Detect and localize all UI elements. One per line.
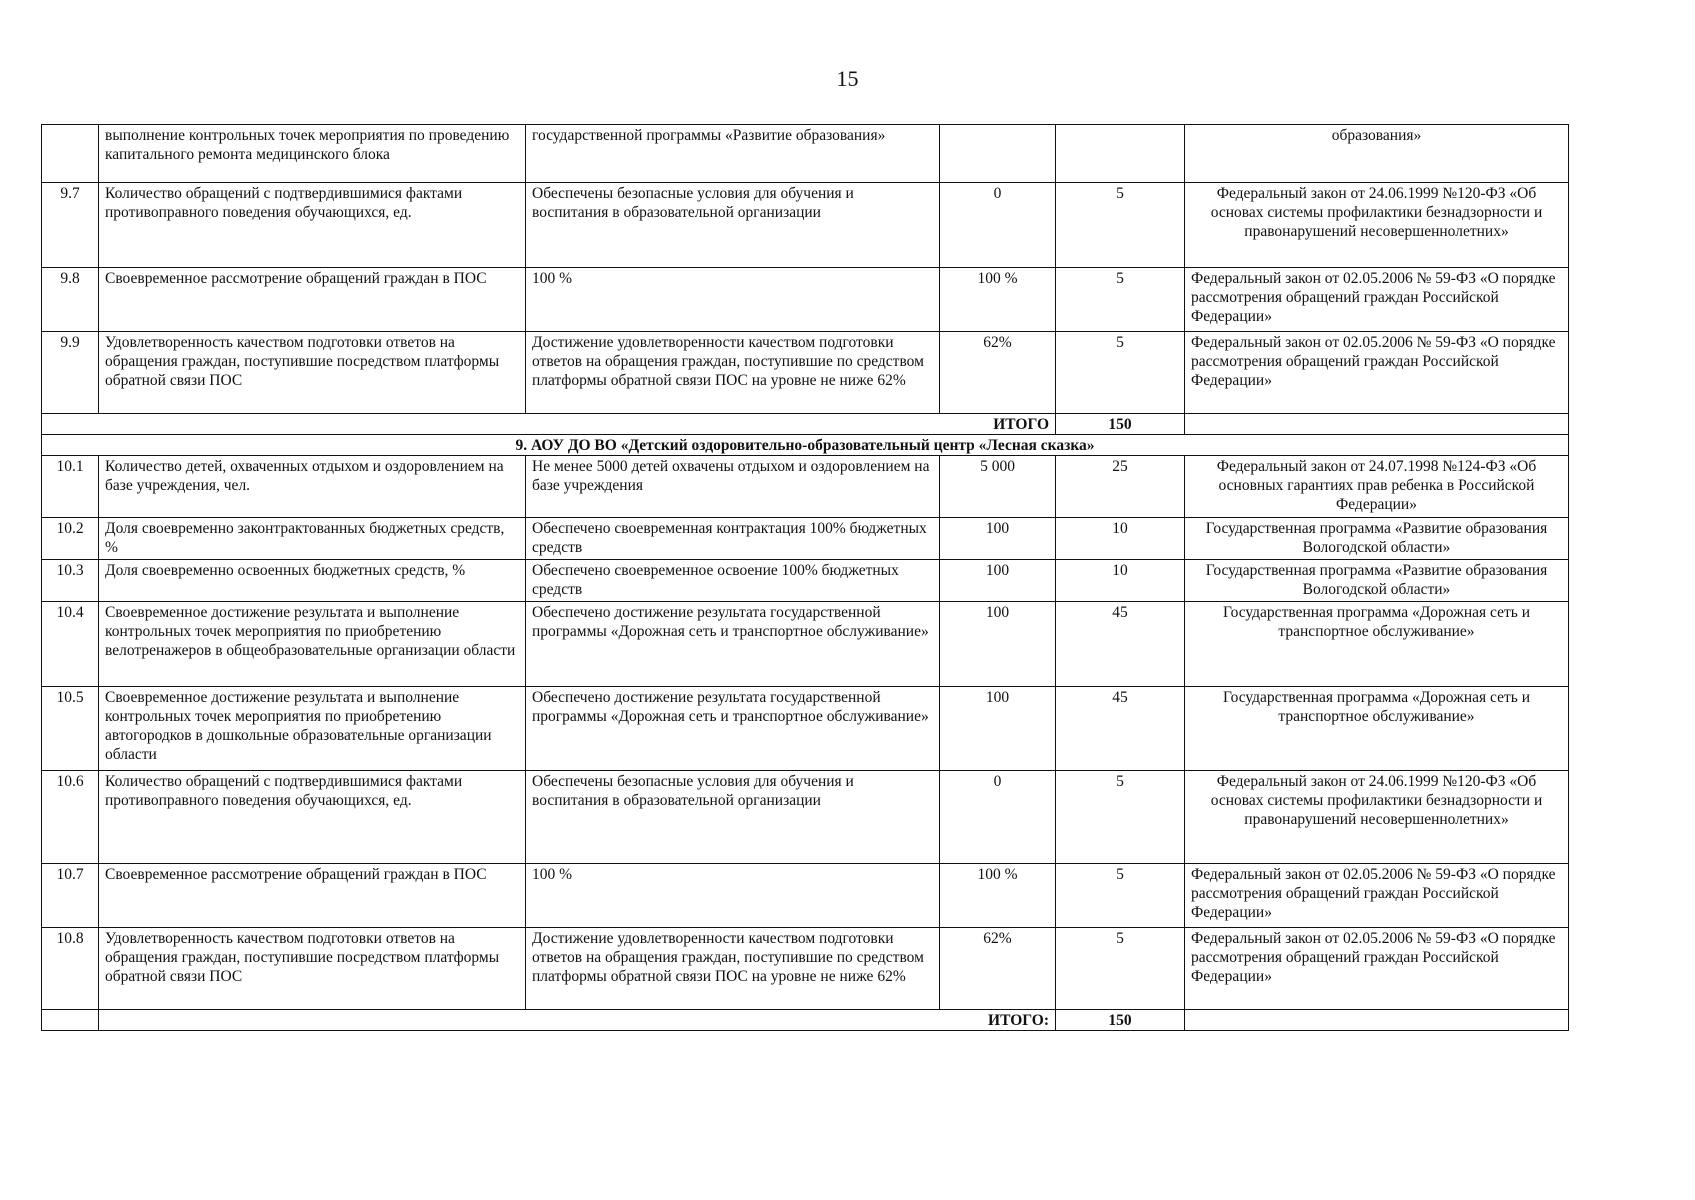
target-value-cell: 62%	[940, 332, 1056, 414]
result-cell: Обеспечено достижение результата государственной программы «Дорожная сеть и транспортное обслуживание»	[526, 687, 940, 771]
row-number: 10.1	[42, 456, 99, 518]
result-cell: государственной программы «Развитие образования»	[526, 125, 940, 183]
points-cell: 10	[1056, 518, 1185, 560]
row-number: 10.7	[42, 864, 99, 928]
points-cell: 5	[1056, 183, 1185, 268]
result-cell: Обеспечены безопасные условия для обучения и воспитания в образовательной организации	[526, 183, 940, 268]
indicator-cell: Доля своевременно освоенных бюджетных средств, %	[99, 560, 526, 602]
legal-basis-cell: Федеральный закон от 02.05.2006 № 59-ФЗ «О порядке рассмотрения обращений граждан Российской Федерации»	[1185, 864, 1569, 928]
row-number: 10.3	[42, 560, 99, 602]
points-cell	[1056, 125, 1185, 183]
table-row	[42, 602, 1569, 687]
table-row	[42, 456, 1569, 518]
points-cell: 5	[1056, 864, 1185, 928]
points-cell: 45	[1056, 602, 1185, 687]
result-cell: Обеспечены безопасные условия для обучения и воспитания в образовательной организации	[526, 771, 940, 864]
indicator-cell: Своевременное достижение результата и выполнение контрольных точек мероприятия по приобретению велотренажеров в общеобразовательные организации области	[99, 602, 526, 687]
total-value: 150	[1056, 1010, 1185, 1031]
table-row	[42, 125, 1569, 183]
points-cell: 10	[1056, 560, 1185, 602]
legal-basis-cell: Государственная программа «Развитие образования Вологодской области»	[1185, 518, 1569, 560]
legal-basis-cell: Федеральный закон от 24.07.1998 №124-ФЗ «Об основных гарантиях прав ребенка в Российской Федерации»	[1185, 456, 1569, 518]
legal-basis-cell: Федеральный закон от 24.06.1999 №120-ФЗ «Об основах системы профилактики безнадзорности и правонарушений несовершеннолетних»	[1185, 183, 1569, 268]
target-value-cell: 100	[940, 602, 1056, 687]
target-value-cell: 0	[940, 183, 1056, 268]
indicator-cell: Своевременное рассмотрение обращений граждан в ПОС	[99, 268, 526, 332]
empty-cell	[1185, 1010, 1569, 1031]
total-value: 150	[1056, 414, 1185, 435]
row-number: 10.8	[42, 928, 99, 1010]
table-row	[42, 518, 1569, 560]
result-cell: Не менее 5000 детей охвачены отдыхом и оздоровлением на базе учреждения	[526, 456, 940, 518]
section-title: 9. АОУ ДО ВО «Детский оздоровительно-образовательный центр «Лесная сказка»	[42, 435, 1569, 456]
legal-basis-cell: Федеральный закон от 02.05.2006 № 59-ФЗ «О порядке рассмотрения обращений граждан Российской Федерации»	[1185, 332, 1569, 414]
table-row	[42, 864, 1569, 928]
row-number	[42, 125, 99, 183]
result-cell: 100 %	[526, 864, 940, 928]
legal-basis-cell: Государственная программа «Развитие образования Вологодской области»	[1185, 560, 1569, 602]
legal-basis-cell: Федеральный закон от 24.06.1999 №120-ФЗ «Об основах системы профилактики безнадзорности и правонарушений несовершеннолетних»	[1185, 771, 1569, 864]
table-row	[42, 928, 1569, 1010]
page-number: 15	[836, 66, 859, 91]
target-value-cell	[940, 125, 1056, 183]
result-cell: Обеспечено достижение результата государственной программы «Дорожная сеть и транспортное обслуживание»	[526, 602, 940, 687]
row-number: 9.9	[42, 332, 99, 414]
points-cell: 5	[1056, 332, 1185, 414]
indicator-cell: выполнение контрольных точек мероприятия по проведению капитального ремонта медицинского блока	[99, 125, 526, 183]
indicator-cell: Удовлетворенность качеством подготовки ответов на обращения граждан, поступившие посредством платформы обратной связи ПОС	[99, 928, 526, 1010]
table-row	[42, 560, 1569, 602]
total-row	[42, 414, 1569, 435]
legal-basis-cell: Федеральный закон от 02.05.2006 № 59-ФЗ «О порядке рассмотрения обращений граждан Российской Федерации»	[1185, 928, 1569, 1010]
indicator-cell: Удовлетворенность качеством подготовки ответов на обращения граждан, поступившие посредством платформы обратной связи ПОС	[99, 332, 526, 414]
target-value-cell: 100	[940, 560, 1056, 602]
target-value-cell: 5 000	[940, 456, 1056, 518]
empty-cell	[1185, 414, 1569, 435]
indicator-cell: Количество обращений с подтвердившимися фактами противоправного поведения обучающихся, ед.	[99, 183, 526, 268]
row-number: 9.7	[42, 183, 99, 268]
target-value-cell: 100 %	[940, 864, 1056, 928]
section-row	[42, 435, 1569, 456]
target-value-cell: 100 %	[940, 268, 1056, 332]
row-number: 10.2	[42, 518, 99, 560]
total-label: ИТОГО	[42, 414, 1056, 435]
result-cell: 100 %	[526, 268, 940, 332]
points-cell: 5	[1056, 928, 1185, 1010]
legal-basis-cell: Федеральный закон от 02.05.2006 № 59-ФЗ «О порядке рассмотрения обращений граждан Российской Федерации»	[1185, 268, 1569, 332]
empty-cell	[42, 1010, 99, 1031]
total-label: ИТОГО:	[99, 1010, 1056, 1031]
points-cell: 5	[1056, 268, 1185, 332]
legal-basis-cell: образования»	[1185, 125, 1569, 183]
table-row	[42, 332, 1569, 414]
row-number: 10.6	[42, 771, 99, 864]
target-value-cell: 62%	[940, 928, 1056, 1010]
result-cell: Обеспечено своевременное освоение 100% бюджетных средств	[526, 560, 940, 602]
points-cell: 5	[1056, 771, 1185, 864]
total-row	[42, 1010, 1569, 1031]
indicator-cell: Своевременное достижение результата и выполнение контрольных точек мероприятия по приобретению автогородков в дошкольные образовательные организации области	[99, 687, 526, 771]
table-row	[42, 687, 1569, 771]
table-row	[42, 268, 1569, 332]
criteria-table	[41, 124, 1569, 1031]
table-row	[42, 183, 1569, 268]
target-value-cell: 100	[940, 518, 1056, 560]
row-number: 9.8	[42, 268, 99, 332]
result-cell: Обеспечено своевременная контрактация 100% бюджетных средств	[526, 518, 940, 560]
points-cell: 25	[1056, 456, 1185, 518]
indicator-cell: Количество детей, охваченных отдыхом и оздоровлением на базе учреждения, чел.	[99, 456, 526, 518]
table-row	[42, 771, 1569, 864]
result-cell: Достижение удовлетворенности качеством подготовки ответов на обращения граждан, поступившие по средством платформы обратной связи ПОС на уровне не ниже 62%	[526, 928, 940, 1010]
target-value-cell: 0	[940, 771, 1056, 864]
target-value-cell: 100	[940, 687, 1056, 771]
row-number: 10.5	[42, 687, 99, 771]
result-cell: Достижение удовлетворенности качеством подготовки ответов на обращения граждан, поступившие по средством платформы обратной связи ПОС на уровне не ниже 62%	[526, 332, 940, 414]
indicator-cell: Доля своевременно законтрактованных бюджетных средств, %	[99, 518, 526, 560]
indicator-cell: Своевременное рассмотрение обращений граждан в ПОС	[99, 864, 526, 928]
points-cell: 45	[1056, 687, 1185, 771]
row-number: 10.4	[42, 602, 99, 687]
legal-basis-cell: Государственная программа «Дорожная сеть и транспортное обслуживание»	[1185, 687, 1569, 771]
indicator-cell: Количество обращений с подтвердившимися фактами противоправного поведения обучающихся, ед.	[99, 771, 526, 864]
legal-basis-cell: Государственная программа «Дорожная сеть и транспортное обслуживание»	[1185, 602, 1569, 687]
